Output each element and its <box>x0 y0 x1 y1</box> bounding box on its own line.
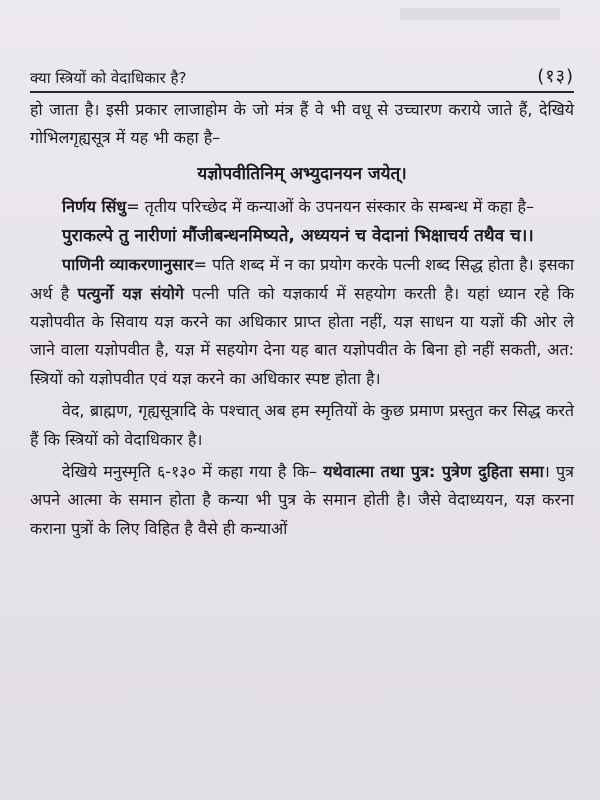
paragraph-2 <box>30 193 574 221</box>
paragraph-5-text-a: देखिये मनुस्मृति ६-१३० में कहा गया है कि– <box>62 462 324 482</box>
paragraph-5 <box>30 458 574 543</box>
manusmriti-quote: यथेवात्मा तथा पुत्र: पुत्रेण दुहिता समा <box>323 462 544 482</box>
page-number: (१३) <box>537 66 574 87</box>
bleed-through-mark <box>400 8 560 20</box>
paragraph-2-text: = तृतीय परिच्छेद में कन्याओं के उपनयन संस्कार के सम्बन्ध में कहा है– <box>126 196 534 216</box>
sutra-quote: पत्युर्नो यज्ञ संयोगे <box>77 283 184 303</box>
paragraph-1: हो जाता है। इसी प्रकार लाजाहोम के जो मंत्र हैं वे भी वधू से उच्चारण कराये जाते हैं, देखिये गोभिलगृह्यसूत्र में यह भी कहा है– <box>30 100 574 148</box>
paragraph-3-text-a: = पति शब्द में न का प्रयोग करके पत्नी शब्द सिद्ध होता है। इसका अर्थ है <box>30 255 574 303</box>
page-header <box>30 62 574 93</box>
verse-1: यज्ञोपवीतिनिम् अभ्युदानयन जयेत्। <box>197 163 407 184</box>
term-nirnay-sindhu: निर्णय सिंधु <box>62 196 127 216</box>
paragraph-5-text-b: । पुत्र अपने आत्मा के समान होता है कन्या भी पुत्र के समान होती है। जैसे वेदाध्ययन, यज्ञ करना कराना पुत्रों के लिए विहित है वैसे ही कन्याओं <box>30 462 574 538</box>
verse-2: पुराकल्पे तु नारीणां मौंजीबन्धनमिष्यते, अध्ययनं च वेदानां भिक्षाचर्य तथैव च।। <box>62 226 534 247</box>
paragraph-4: वेद, ब्राह्मण, गृह्यसूत्रादि के पश्चात् अब हम स्मृतियों के कुछ प्रमाण प्रस्तुत कर सिद्ध करते हैं कि स्त्रियों को वेदाधिकार है। <box>30 401 574 449</box>
paragraph-3 <box>30 251 574 393</box>
paragraph-3-text-b: पत्नी पति को यज्ञकार्य में सहयोग करती है। यहां ध्यान रहे कि यज्ञोपवीत के सिवाय यज्ञ करने का अधिकार प्राप्त होता नहीं, यज्ञ साधन या यज्ञों की ओर ले जाने वाला यज्ञोपवीत है, यज्ञ में सहयोग देना यह बात यज्ञोपवीत के बिना हो नहीं सकती, अत: स्त्रियों को यज्ञोपवीत एवं यज्ञ करने का अधिकार स्पष्ट होता है। <box>30 283 574 388</box>
page-body <box>30 96 574 543</box>
running-title: क्या स्त्रियों को वेदाधिकार है? <box>30 69 187 87</box>
term-panini: पाणिनी व्याकरणानुसार <box>62 255 194 275</box>
